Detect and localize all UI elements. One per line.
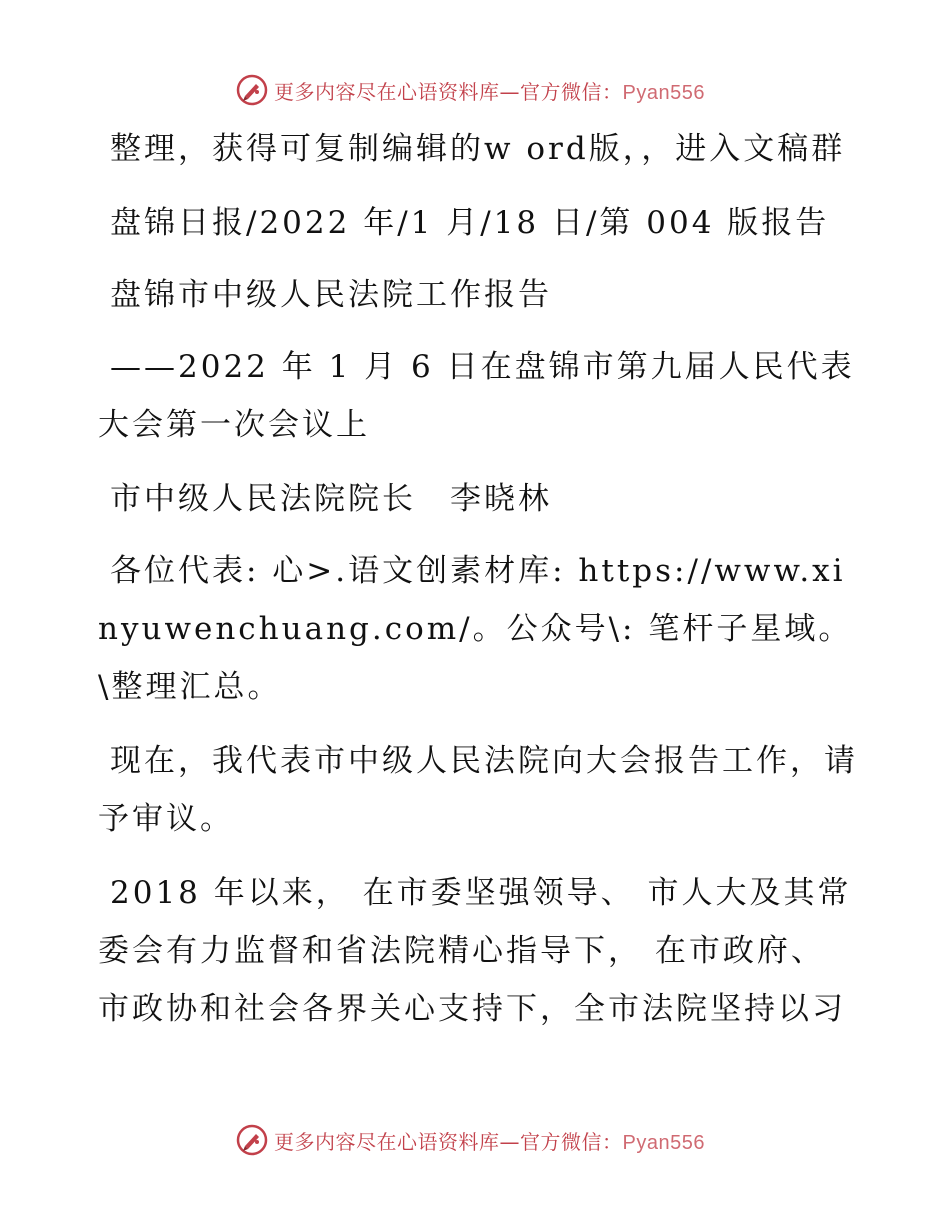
paragraph-intro-note: 整理，获得可复制编辑的w ord版，，进入文稿群 [110,131,846,167]
wechat-id: Pyan556 [622,1131,705,1154]
footer-watermark-banner [236,1122,716,1158]
wechat-label: 官方微信： [520,1129,623,1154]
header-watermark-banner [236,72,716,108]
watermark-separator: — [499,1129,520,1154]
paragraph-opening: 现在，我代表市中级人民法院向大会报告工作，请予审议。 [98,743,858,837]
wechat-id: Pyan556 [622,81,705,104]
watermark-slogan: 更多内容尽在心语资料库 [274,79,500,104]
pen-logo-icon [236,1124,268,1156]
watermark-separator: — [499,79,520,104]
watermark-text [274,1126,705,1155]
watermark-slogan: 更多内容尽在心语资料库 [274,1129,500,1154]
paragraph-greeting: 各位代表: 心>.语文创素材库: https://www.xinyuwenchuang.com/。公众号\: 笔杆子星域。\整理汇总。 [98,553,853,705]
paragraph-source-line: 盘锦日报/2022 年/1 月/18 日/第 004 版报告 [110,205,830,241]
document-body [98,120,858,1054]
document-title: 盘锦市中级人民法院工作报告 [110,277,552,313]
document-subtitle: ——2022 年 1 月 6 日在盘锦市第九届人民代表大会第一次会议上 [98,349,855,443]
document-author: 市中级人民法院院长 李晓林 [110,481,552,517]
pen-logo-icon [236,74,268,106]
paragraph-body: 2018 年以来， 在市委坚强领导、 市人大及其常委会有力监督和省法院精心指导下， 在市政府、市政协和社会各界关心支持下，全市法院坚持以习 [98,875,852,1027]
watermark-text [274,76,705,105]
wechat-label: 官方微信： [520,79,623,104]
